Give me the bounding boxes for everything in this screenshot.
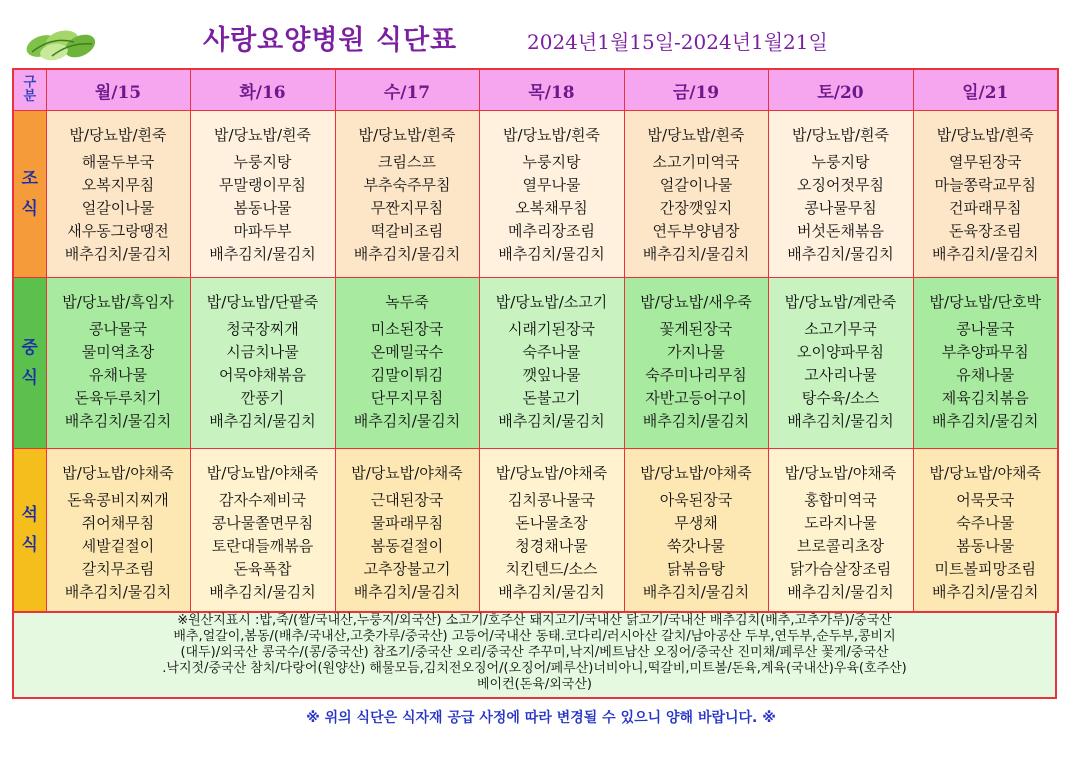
menu-item: 배추김치/물김치 bbox=[353, 412, 461, 430]
menu-item: 돈육두루치기 bbox=[74, 389, 162, 407]
menu-staple: 밥/당뇨밥/흰죽 bbox=[791, 126, 890, 144]
menu-cell bbox=[624, 278, 768, 449]
menu-cell bbox=[479, 111, 624, 278]
menu-staple: 밥/당뇨밥/단팥죽 bbox=[206, 293, 319, 311]
menu-item: 시래기된장국 bbox=[508, 320, 595, 338]
menu-item: 간장깻잎지 bbox=[659, 199, 733, 217]
menu-item: 시금치나물 bbox=[226, 343, 299, 361]
menu-item: 누룽지탕 bbox=[811, 153, 870, 171]
menu-item: 물미역초장 bbox=[81, 343, 155, 361]
menu-staple: 밥/당뇨밥/야채죽 bbox=[62, 464, 174, 482]
menu-cell bbox=[46, 278, 190, 449]
menu-item: 배추김치/물김치 bbox=[787, 412, 894, 430]
meal-label bbox=[13, 278, 46, 449]
meal-label-char: 중 bbox=[21, 338, 38, 358]
menu-item: 열무나물 bbox=[522, 176, 581, 194]
menu-item: 부추양파무침 bbox=[941, 343, 1029, 361]
origin-line: 베이컨(돈육/외국산) bbox=[477, 677, 592, 692]
corner-char: 구 bbox=[23, 75, 37, 90]
menu-staple: 밥/당뇨밥/흰죽 bbox=[358, 126, 456, 144]
menu-item: 콩나물국 bbox=[956, 320, 1015, 338]
menu-item: 숙주미나리무침 bbox=[645, 366, 747, 384]
vegetable-logo-icon bbox=[22, 22, 100, 64]
menu-item: 무말랭이무침 bbox=[219, 176, 306, 194]
menu-item: 고사리나물 bbox=[804, 366, 877, 384]
menu-item: 갈치무조림 bbox=[81, 560, 155, 578]
menu-item: 오복채무침 bbox=[515, 199, 588, 217]
day-header: 목/18 bbox=[479, 69, 624, 111]
menu-item: 배추김치/물김치 bbox=[498, 412, 605, 430]
menu-item: 배추김치/물김치 bbox=[642, 412, 750, 430]
menu-item: 온메밀국수 bbox=[370, 343, 444, 361]
menu-item: 배추김치/물김치 bbox=[64, 583, 172, 601]
menu-item: 도라지나물 bbox=[804, 514, 877, 532]
menu-item: 토란대들깨볶음 bbox=[211, 537, 314, 555]
menu-cell bbox=[913, 111, 1058, 278]
menu-staple: 밥/당뇨밥/계란죽 bbox=[784, 293, 897, 311]
menu-item: 닭볶음탕 bbox=[667, 560, 725, 578]
menu-item: 배추김치/물김치 bbox=[498, 245, 605, 263]
meal-label bbox=[13, 449, 46, 613]
menu-cell bbox=[479, 278, 624, 449]
menu-staple: 밥/당뇨밥/새우죽 bbox=[640, 293, 752, 311]
menu-item: 배추김치/물김치 bbox=[209, 583, 316, 601]
menu-item: 배추김치/물김치 bbox=[498, 583, 605, 601]
menu-item: 단무지무침 bbox=[370, 389, 444, 407]
menu-item: 배추김치/물김치 bbox=[353, 583, 461, 601]
page-title: 사랑요양병원 식단표 bbox=[203, 25, 458, 56]
menu-item: 탕수육/소스 bbox=[801, 389, 880, 407]
menu-item: 메추리장조림 bbox=[508, 222, 595, 240]
menu-staple: 밥/당뇨밥/야채죽 bbox=[206, 464, 319, 482]
day-header: 화/16 bbox=[190, 69, 335, 111]
menu-item: 누룽지탕 bbox=[233, 153, 292, 171]
menu-item: 배추김치/물김치 bbox=[64, 412, 172, 430]
menu-item: 건파래무침 bbox=[949, 199, 1022, 217]
menu-item: 크림스프 bbox=[378, 153, 436, 171]
menu-cell bbox=[335, 111, 479, 278]
menu-cell bbox=[190, 449, 335, 613]
menu-item: 아욱된장국 bbox=[659, 491, 733, 509]
meal-label-char: 조 bbox=[21, 169, 38, 189]
menu-item: 떡갈비조림 bbox=[370, 222, 444, 240]
menu-item: 깻잎나물 bbox=[522, 366, 581, 384]
menu-cell bbox=[335, 278, 479, 449]
origin-line: .낙지젓/중국산 참치/다랑어(원양산) 해물모듬,김치전오징어/(오징어/페루산)너비아니,떡갈비,미트볼/돈육,계육(국내산)우육(호주산) bbox=[162, 661, 907, 676]
origin-line: (대두)/외국산 콩국수/(콩/중국산) 참조기/중국산 오리/중국산 주꾸미,낙지/베트남산 오징어/중국산 진미채/페루산 꽃게/중국산 bbox=[180, 645, 889, 660]
menu-item: 소고기무국 bbox=[804, 320, 877, 338]
menu-item: 배추김치/물김치 bbox=[209, 245, 316, 263]
menu-item: 콩나물쫄면무침 bbox=[211, 514, 314, 532]
menu-staple: 밥/당뇨밥/흑임자 bbox=[62, 293, 174, 311]
menu-item: 숙주나물 bbox=[522, 343, 581, 361]
lunch-row bbox=[13, 278, 1058, 449]
page-header bbox=[0, 0, 1082, 64]
day-header: 수/17 bbox=[335, 69, 479, 111]
menu-cell bbox=[479, 449, 624, 613]
day-header: 월/15 bbox=[46, 69, 190, 111]
meal-label-char: 석 bbox=[21, 505, 38, 525]
menu-staple: 밥/당뇨밥/야채죽 bbox=[640, 464, 752, 482]
menu-period: 2024년1월15일-2024년1월21일 bbox=[527, 30, 828, 54]
menu-item: 배추김치/물김치 bbox=[787, 245, 894, 263]
day-header-row bbox=[13, 69, 1058, 111]
menu-item: 물파래무침 bbox=[370, 514, 444, 532]
origin-line: ※원산지표시 :밥,죽/(쌀/국내산,누룽지/외국산) 소고기/호주산 돼지고기/국내산 닭고기/국내산 배추김치(배추,고추가루)/중국산 bbox=[177, 613, 892, 628]
day-header: 금/19 bbox=[624, 69, 768, 111]
menu-cell bbox=[624, 449, 768, 613]
menu-item: 배추김치/물김치 bbox=[642, 583, 750, 601]
menu-cell bbox=[913, 449, 1058, 613]
menu-staple: 밥/당뇨밥/흰죽 bbox=[69, 126, 167, 144]
menu-item: 돈불고기 bbox=[522, 389, 581, 407]
menu-item: 숙주나물 bbox=[956, 514, 1015, 532]
menu-item: 닭가슴살장조림 bbox=[789, 560, 892, 578]
menu-item: 근대된장국 bbox=[370, 491, 444, 509]
menu-item: 홍합미역국 bbox=[804, 491, 877, 509]
meal-label-char: 식 bbox=[21, 535, 38, 555]
menu-cell bbox=[768, 449, 913, 613]
menu-item: 배추김치/물김치 bbox=[353, 245, 461, 263]
menu-cell bbox=[46, 449, 190, 613]
menu-item: 열무된장국 bbox=[949, 153, 1022, 171]
menu-item: 고추장불고기 bbox=[363, 560, 451, 578]
menu-staple: 밥/당뇨밥/야채죽 bbox=[351, 464, 463, 482]
menu-item: 미소된장국 bbox=[370, 320, 444, 338]
change-notice: ※ 위의 식단은 식자재 공급 사정에 따라 변경될 수 있으니 양해 바랍니다. ※ bbox=[306, 710, 776, 726]
menu-item: 얼갈이나물 bbox=[81, 199, 155, 217]
menu-staple: 밥/당뇨밥/야채죽 bbox=[929, 464, 1042, 482]
menu-item: 얼갈이나물 bbox=[659, 176, 733, 194]
menu-staple: 밥/당뇨밥/흰죽 bbox=[647, 126, 745, 144]
menu-item: 콩나물국 bbox=[89, 320, 147, 338]
menu-item: 김말이튀김 bbox=[370, 366, 444, 384]
menu-item: 부추숙주무침 bbox=[363, 176, 451, 194]
menu-item: 돈육장조림 bbox=[949, 222, 1022, 240]
menu-item: 자반고등어구이 bbox=[645, 389, 747, 407]
menu-item: 돈육폭찹 bbox=[233, 560, 292, 578]
menu-item: 봄동나물 bbox=[233, 199, 292, 217]
day-header: 토/20 bbox=[768, 69, 913, 111]
menu-item: 누룽지탕 bbox=[522, 153, 581, 171]
menu-cell bbox=[335, 449, 479, 613]
menu-cell bbox=[624, 111, 768, 278]
menu-item: 봄동나물 bbox=[956, 537, 1015, 555]
menu-cell bbox=[768, 278, 913, 449]
menu-item: 콩나물무침 bbox=[804, 199, 877, 217]
menu-item: 배추김치/물김치 bbox=[64, 245, 172, 263]
menu-item: 제육김치볶음 bbox=[941, 389, 1029, 407]
menu-staple: 밥/당뇨밥/흰죽 bbox=[213, 126, 312, 144]
meal-label bbox=[13, 111, 46, 278]
menu-item: 가지나물 bbox=[667, 343, 725, 361]
menu-item: 어묵야채볶음 bbox=[219, 366, 306, 384]
menu-staple: 밥/당뇨밥/소고기 bbox=[495, 293, 608, 311]
menu-item: 봄동겉절이 bbox=[370, 537, 444, 555]
menu-cell bbox=[46, 111, 190, 278]
menu-item: 미트볼피망조림 bbox=[934, 560, 1036, 578]
menu-staple: 밥/당뇨밥/흰죽 bbox=[502, 126, 601, 144]
menu-item: 유채나물 bbox=[956, 366, 1015, 384]
menu-cell bbox=[190, 111, 335, 278]
menu-item: 새우동그랑땡전 bbox=[67, 222, 169, 240]
menu-item: 오징어젓무침 bbox=[797, 176, 884, 194]
menu-staple: 밥/당뇨밥/흰죽 bbox=[936, 126, 1034, 144]
menu-staple: 밥/당뇨밥/단호박 bbox=[929, 293, 1042, 311]
menu-item: 배추김치/물김치 bbox=[642, 245, 750, 263]
menu-item: 배추김치/물김치 bbox=[209, 412, 316, 430]
menu-item: 청국장찌개 bbox=[226, 320, 299, 338]
menu-item: 무짠지무침 bbox=[370, 199, 444, 217]
menu-item: 배추김치/물김치 bbox=[932, 412, 1039, 430]
day-header: 일/21 bbox=[913, 69, 1058, 111]
menu-item: 깐풍기 bbox=[240, 389, 285, 407]
menu-staple: 밥/당뇨밥/야채죽 bbox=[784, 464, 897, 482]
menu-item: 연두부양념장 bbox=[652, 222, 740, 240]
menu-item: 브로콜리초장 bbox=[797, 537, 884, 555]
menu-item: 오복지무침 bbox=[81, 176, 155, 194]
meal-label-char: 식 bbox=[21, 368, 38, 388]
menu-cell bbox=[190, 278, 335, 449]
menu-item: 버섯돈채볶음 bbox=[797, 222, 884, 240]
dinner-row bbox=[13, 449, 1058, 613]
meal-label-char: 식 bbox=[21, 199, 38, 219]
menu-item: 배추김치/물김치 bbox=[932, 245, 1039, 263]
menu-item: 소고기미역국 bbox=[652, 153, 740, 171]
category-corner bbox=[13, 69, 46, 111]
menu-item: 무생채 bbox=[674, 514, 718, 532]
breakfast-row bbox=[13, 111, 1058, 278]
weekly-menu-table bbox=[12, 68, 1059, 613]
menu-item: 돈육콩비지찌개 bbox=[67, 491, 169, 509]
origin-notice bbox=[12, 612, 1057, 699]
menu-item: 쥐어채무침 bbox=[81, 514, 155, 532]
menu-cell bbox=[768, 111, 913, 278]
menu-item: 어묵뭇국 bbox=[956, 491, 1015, 509]
menu-item: 김치콩나물국 bbox=[508, 491, 595, 509]
menu-item: 오이양파무침 bbox=[797, 343, 884, 361]
menu-item: 돈나물초장 bbox=[515, 514, 588, 532]
corner-char: 분 bbox=[23, 89, 37, 104]
menu-staple: 밥/당뇨밥/야채죽 bbox=[495, 464, 608, 482]
origin-line: 배추,얼갈이,봄동/(배추/국내산,고춧가루/중국산) 고등어/국내산 동태.코다리/러시아산 갈치/남아공산 두부,연두부,순두부,콩비지 bbox=[173, 629, 896, 644]
menu-item: 해물두부국 bbox=[81, 153, 155, 171]
menu-item: 유채나물 bbox=[89, 366, 147, 384]
menu-staple: 녹두죽 bbox=[385, 293, 429, 311]
menu-item: 배추김치/물김치 bbox=[932, 583, 1039, 601]
menu-item: 배추김치/물김치 bbox=[787, 583, 894, 601]
menu-item: 꽃게된장국 bbox=[659, 320, 733, 338]
menu-item: 치킨텐드/소스 bbox=[505, 560, 598, 578]
menu-item: 마파두부 bbox=[233, 222, 292, 240]
menu-item: 청경채나물 bbox=[515, 537, 588, 555]
menu-item: 쑥갓나물 bbox=[667, 537, 725, 555]
menu-cell bbox=[913, 278, 1058, 449]
menu-item: 마늘쫑락교무침 bbox=[934, 176, 1036, 194]
menu-item: 감자수제비국 bbox=[219, 491, 306, 509]
menu-item: 세발겉절이 bbox=[81, 537, 155, 555]
